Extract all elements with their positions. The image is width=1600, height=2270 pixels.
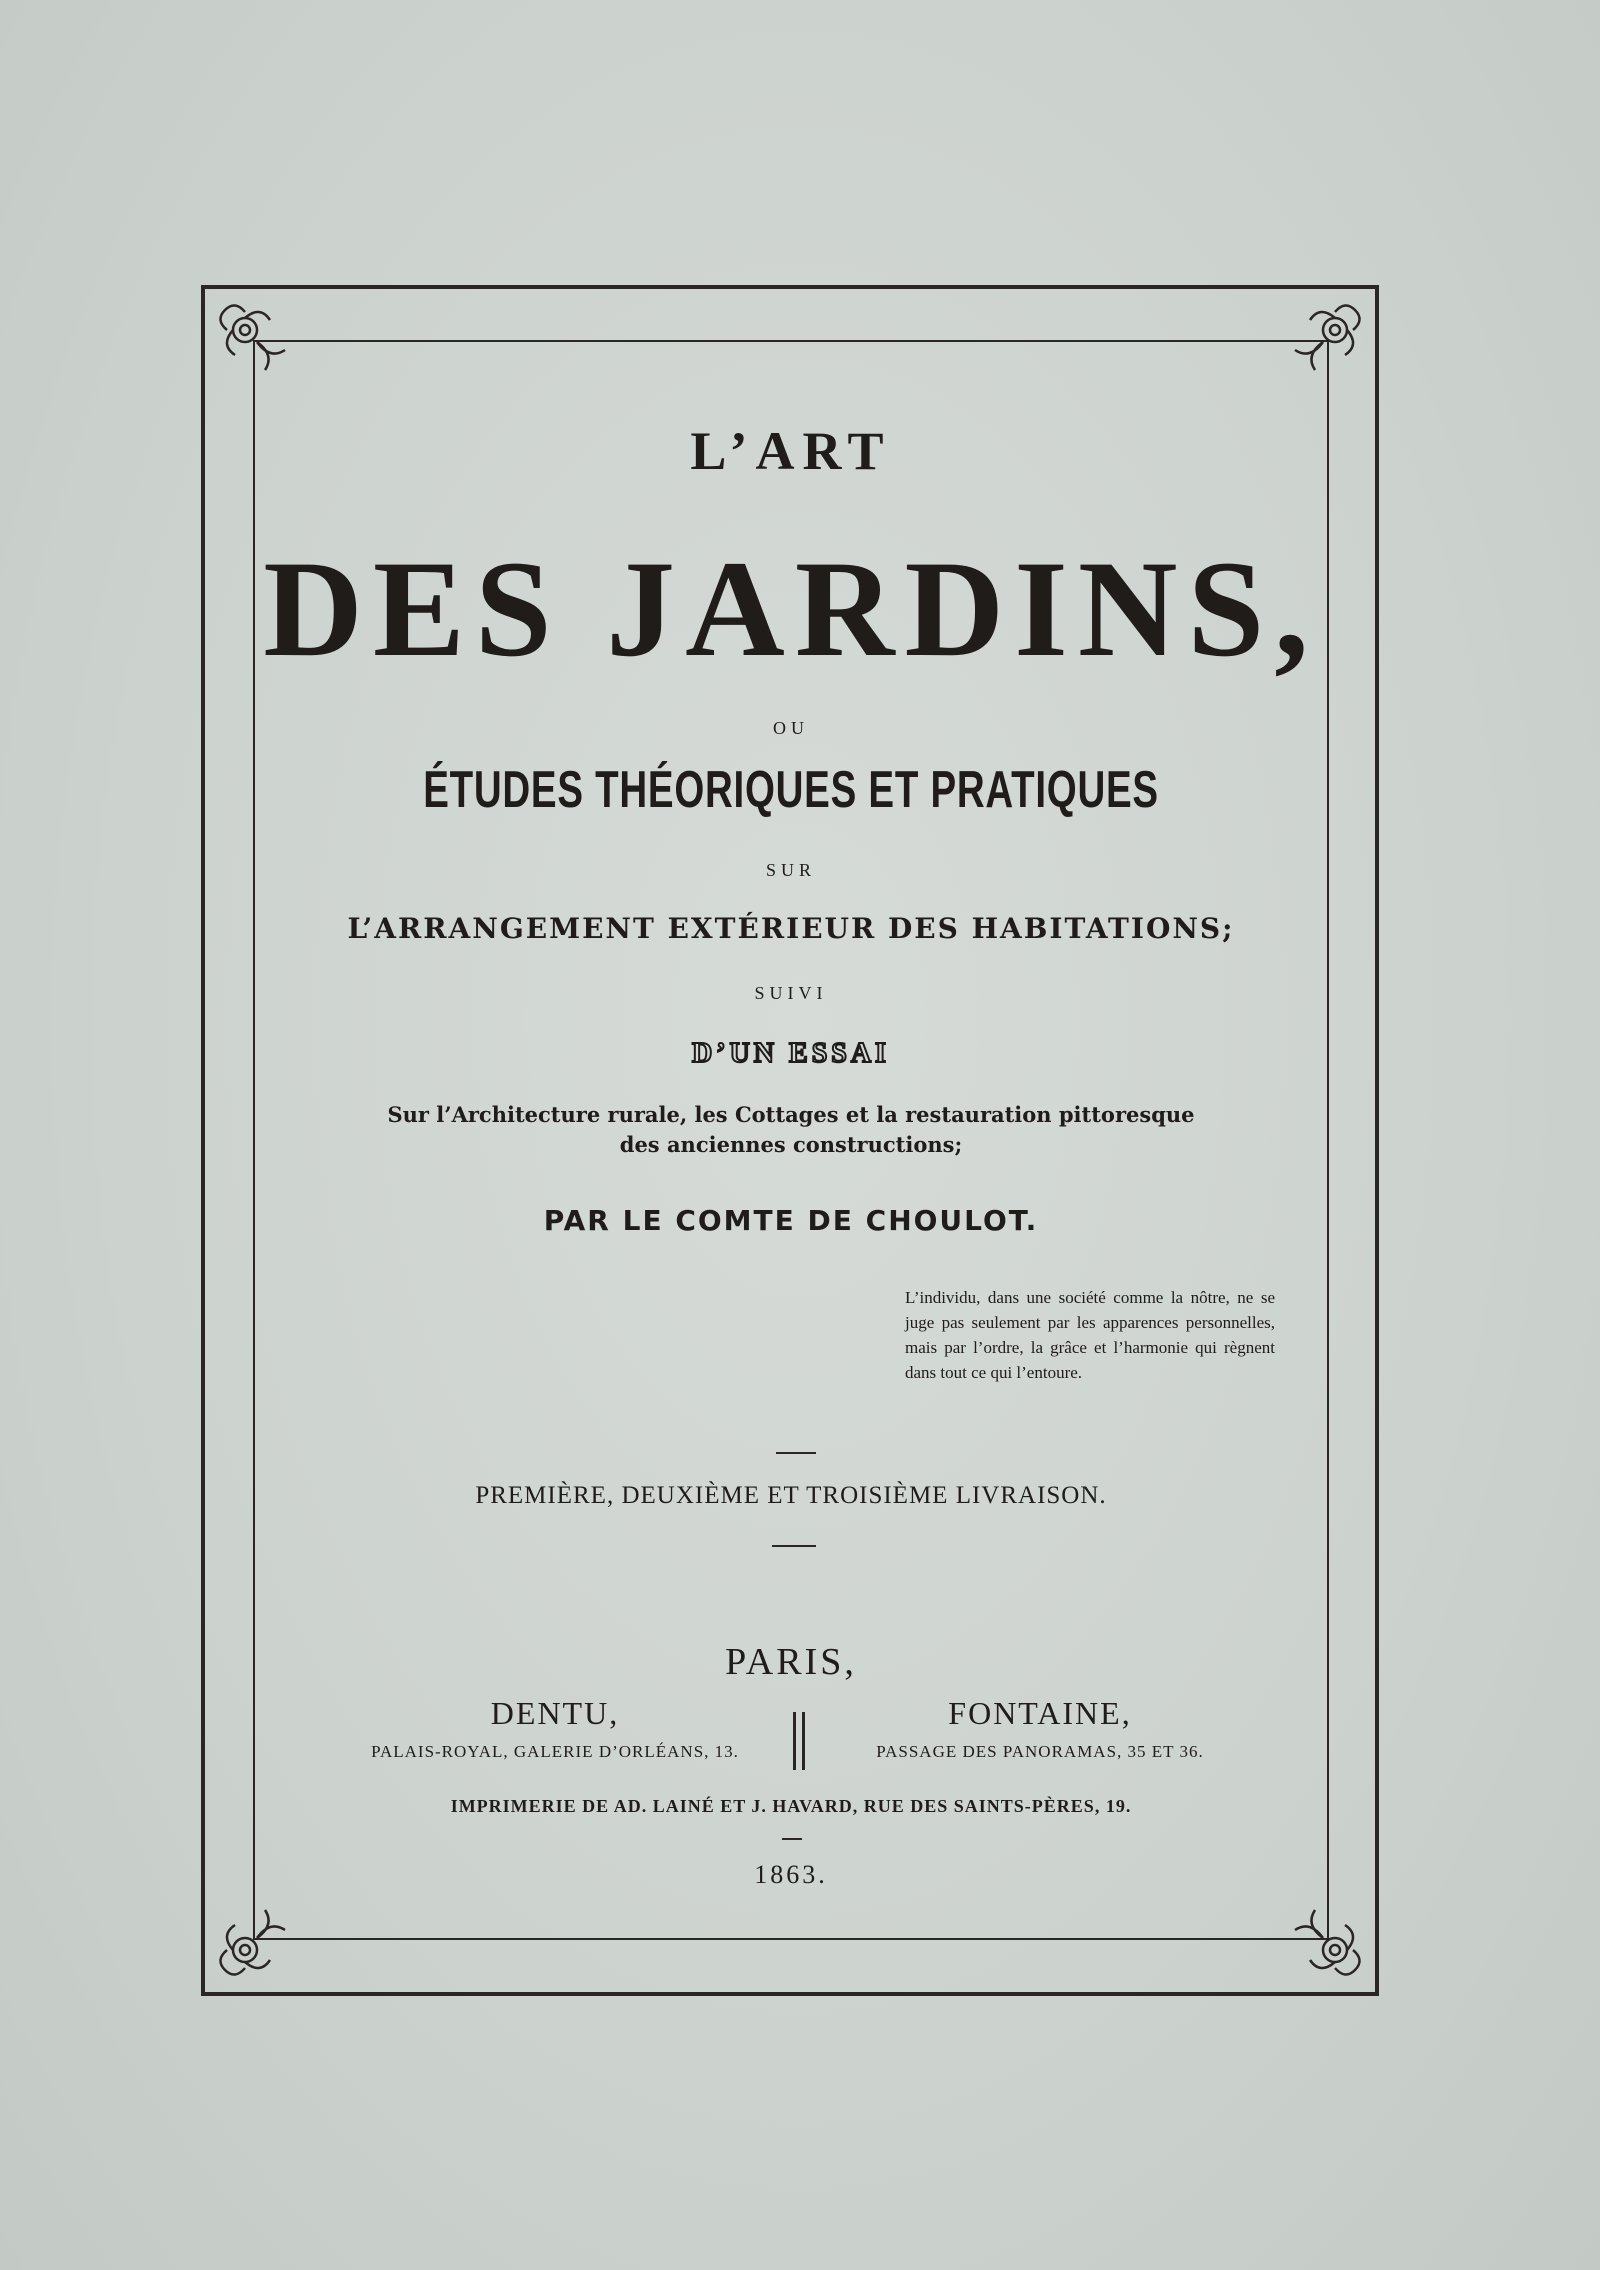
- publication-year: 1863.: [754, 1860, 828, 1889]
- rule-above-livraison: [776, 1452, 816, 1454]
- preposition-sur: SUR: [765, 860, 816, 880]
- printer-line: IMPRIMERIE DE AD. LAINÉ ET J. HAVARD, RUE DES SAINTS-PÈRES, 19.: [450, 1796, 1132, 1816]
- rule-above-year: [782, 1838, 802, 1840]
- city: PARIS,: [725, 1641, 857, 1683]
- corner-ornament-top-right: [1275, 300, 1365, 390]
- rule-below-livraison: [772, 1545, 816, 1547]
- publisher-right: [860, 1695, 1220, 1762]
- publisher-divider: [793, 1712, 805, 1770]
- suivi-label: SUIVI: [754, 983, 828, 1003]
- arrangement-line: L’ARRANGEMENT EXTÉRIEUR DES HABITATIONS;: [347, 912, 1235, 945]
- epigraph: L’individu, dans une société comme la nôtre, ne se juge pas seulement par les apparences personnelles, mais par l’ordre, la grâce et l’harmonie qui règnent dans tout ce qui l’entoure.: [905, 1288, 1275, 1382]
- publisher-left: [370, 1695, 740, 1762]
- corner-ornament-bottom-right: [1275, 1890, 1365, 1980]
- subtitle: ÉTUDES THÉORIQUES ET PRATIQUES: [423, 761, 1159, 819]
- essai-heading: D’UN ESSAI: [692, 1038, 890, 1069]
- livraison-line: PREMIÈRE, DEUXIÈME ET TROISIÈME LIVRAISON.: [475, 1482, 1107, 1509]
- essai-description-line1: Sur l’Architecture rurale, les Cottages et la restauration pittoresque: [387, 1102, 1195, 1127]
- publisher-right-name: FONTAINE,: [948, 1695, 1132, 1731]
- corner-ornament-bottom-left: [215, 1890, 305, 1980]
- title-line-art: L’ART: [690, 421, 892, 481]
- essai-description-line2: des anciennes constructions;: [619, 1132, 963, 1157]
- corner-ornament-top-left: [215, 300, 305, 390]
- main-title: DES JARDINS,: [263, 532, 1319, 685]
- publisher-right-address: PASSAGE DES PANORAMAS, 35 ET 36.: [876, 1742, 1204, 1761]
- author-line: PAR LE COMTE DE CHOULOT.: [543, 1204, 1039, 1237]
- publisher-left-name: DENTU,: [490, 1695, 620, 1731]
- conjunction-ou: OU: [773, 718, 809, 738]
- essai-description: [253, 1100, 1329, 1160]
- publisher-left-address: PALAIS-ROYAL, GALERIE D’ORLÉANS, 13.: [371, 1742, 739, 1761]
